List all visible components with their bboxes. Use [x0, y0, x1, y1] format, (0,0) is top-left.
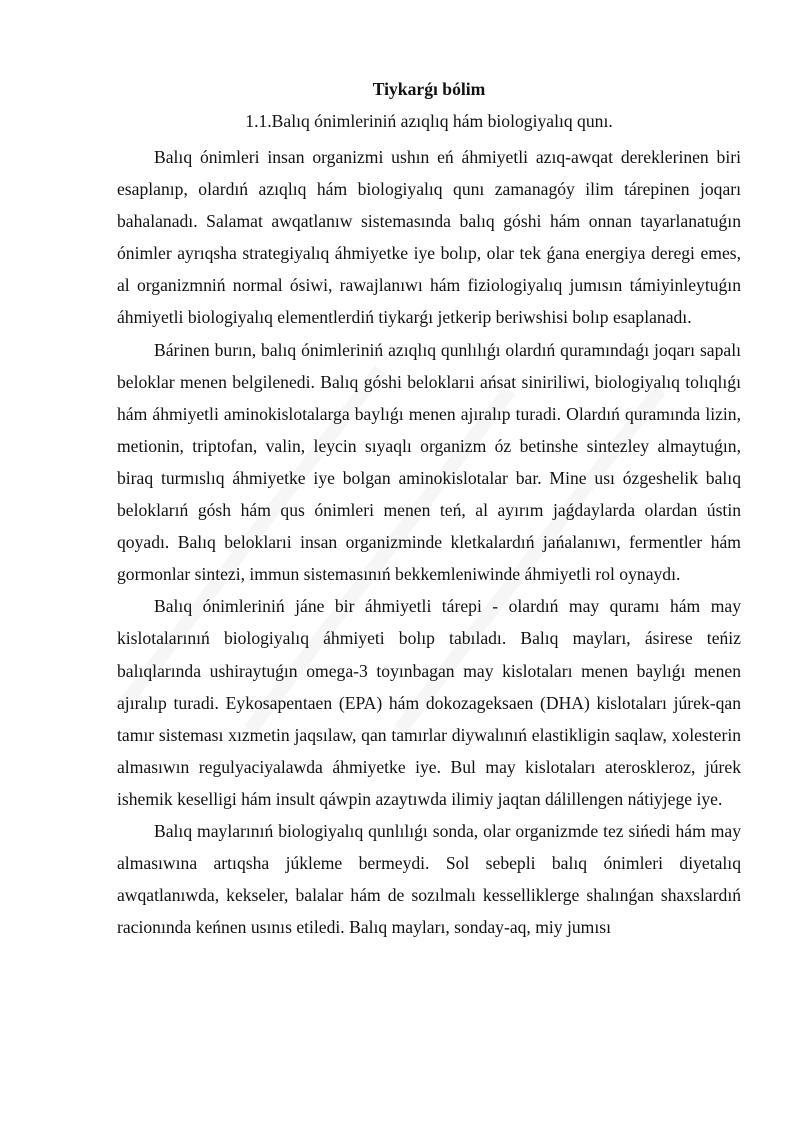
paragraph-3: Balıq ónimleriniń jáne bir áhmiyetli tárepi - olardıń may quramı hám may kislotalarınıń biologiyalıq áhmiyeti bolıp tabıladı. Balıq mayları, ásirese teńiz balıqlarında ushiraytuǵın omega-3 toyınbagan may kislotaları menen baylıǵı menen ajıralıp turadi. Eykosapentaen (EPA) hám dokozageksaen (DHA) kislotaları júrek-qan tamır sisteması xızmetin jaqsılaw, qan tamırlar diywalınıń elastikligin saqlaw, xolesterin almasıwın regulyaciyalawda áhmiyetke iye. Bul may kislotaları ateroskleroz, júrek ishemik keselligi hám insult qáwpin azaytıwda ilimiy jaqtan dálillengen nátiyjege iye. [117, 596, 741, 809]
section-heading: Tiykarǵı bólim [372, 79, 486, 99]
document-body [117, 141, 741, 943]
subsection-title: 1.1.Balıq ónimleriniń azıqlıq hám biologiyalıq qunı. [245, 111, 613, 131]
paragraph-4: Balıq maylarınıń biologiyalıq qunlılıǵı sonda, olar organizmde tez sińedi hám may almasıwına artıqsha júkleme bermeydi. Sol sebepli balıq ónimleri diyetalıq awqatlanıwda, kekseler, balalar hám de sozılmalı kesselliklerge shalınǵan shaxslardıń racionında keńnen usınıs etiledi. Balıq mayları, sonday-aq, miy jumısı [117, 820, 741, 938]
paragraph-2: Bárinen burın, balıq ónimleriniń azıqlıq qunlılıǵı olardıń quramındaǵı joqarı sapalı beloklar menen belgilenedi. Balıq góshi beloklarıi ańsat siniriliwi, biologiyalıq tolıqlıǵı hám áhmiyetli aminokislotalarga baylıǵı menen ajıralıp turadi. Olardıń quramında lizin, metionin, triptofan, valin, leycin sıyaqlı organizm óz betinshe sintezley almaytuǵın, biraq turmıslıq áhmiyetke iye bolgan aminokislotalar bar. Mine usı ózgeshelik balıq beloklarıń gósh hám qus ónimleri menen teń, al ayırım jaǵdaylarda olardan ústin qoyadı. Balıq beloklarıi insan organizminde kletkalardıń jańalanıwı, fermentler hám gormonlar sintezi, immun sistemasınıń bekkemleniwinde áhmiyetli rol oynaydı. [117, 339, 741, 585]
paragraph-1: Balıq ónimleri insan organizmi ushın eń áhmiyetli azıq-awqat dereklerinen biri esaplanıp, olardıń azıqlıq hám biologiyalıq qunı zamanagóy ilim tárepinen joqarı bahalanadı. Salamat awqatlanıw sistemasında balıq góshi hám onnan tayarlanatuǵın ónimler ayrıqsha strategiyalıq áhmiyetke iye bolıp, olar tek ǵana energiya deregi emes, al organizmniń normal ósiwi, rawajlanıwı hám fiziologiyalıq jumısın támiyinleytuǵın áhmiyetli biologiyalıq elementlerdiń tiykarǵı jetkerip beriwshisi bolıp esaplanadı. [117, 147, 741, 328]
